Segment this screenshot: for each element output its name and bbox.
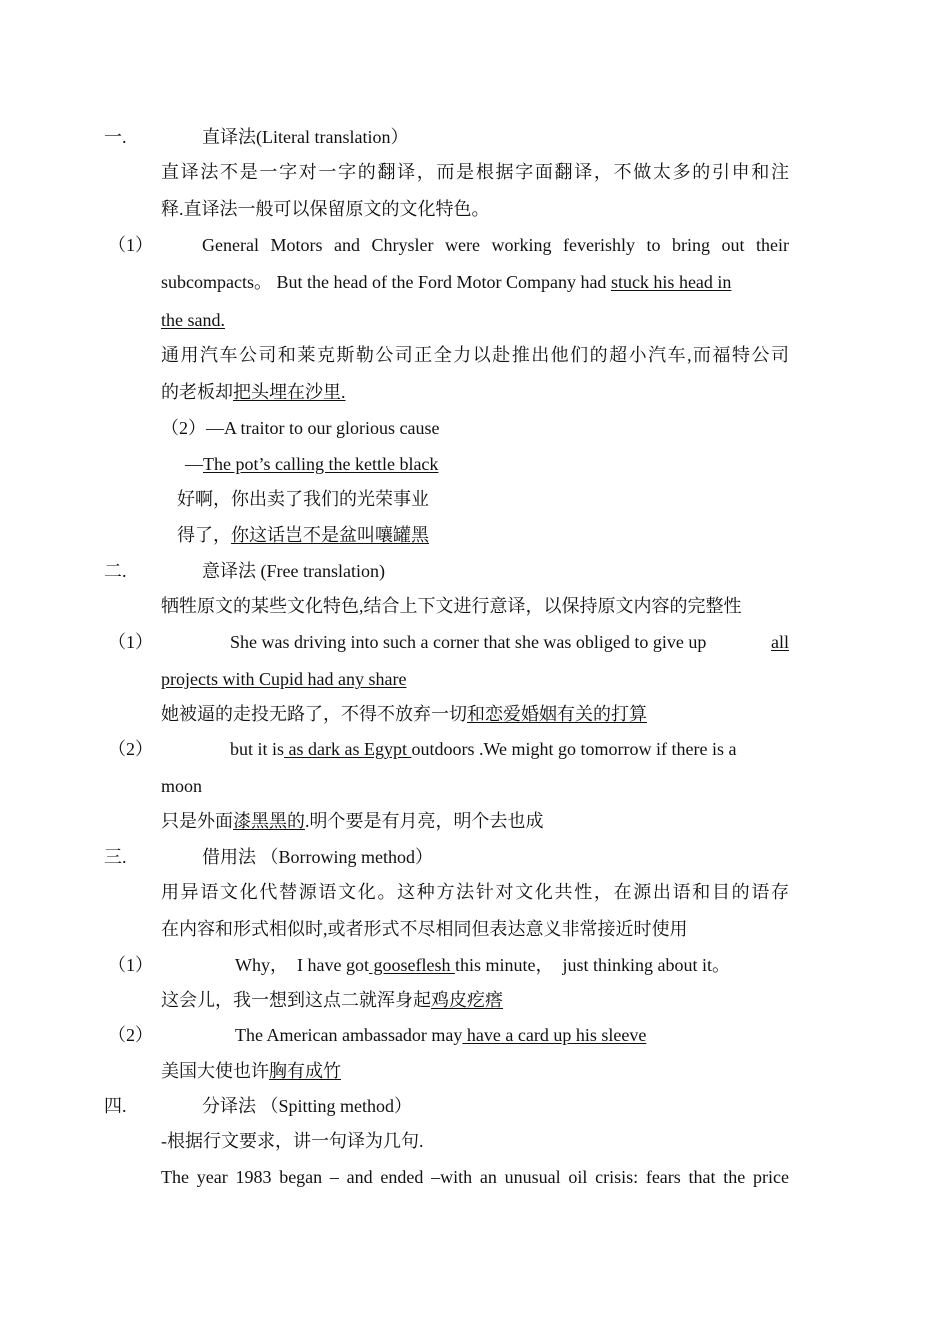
example-chinese — [161, 1060, 789, 1082]
idiom-underline: have a card up his sleeve — [462, 1025, 647, 1045]
example-number: （1） — [108, 955, 153, 975]
example-chinese: 通用汽车公司和莱克斯勒公司正全力以赴推出他们的超小汽车,而福特公司 — [161, 345, 789, 365]
example-chinese — [161, 810, 789, 832]
section-description: 牺牲原文的某些文化特色,结合上下文进行意译，以保持原文内容的完整性 — [161, 596, 742, 616]
section-description: 在内容和形式相似时,或者形式不尽相同但表达意义非常接近时使用 — [161, 919, 688, 939]
idiom-underline: gooseflesh — [368, 955, 455, 975]
example-english: General Motors and Chrysler were working feverishly to bring out their — [202, 235, 789, 255]
example-chinese — [177, 524, 429, 546]
example-number: （2） — [108, 1025, 153, 1045]
idiom-underline: projects with Cupid had any share — [161, 669, 407, 689]
idiom-underline: 和恋爱婚姻有关的打算 — [467, 704, 647, 724]
section-description: 用异语文化代替源语文化。这种方法针对文化共性，在源出语和目的语存 — [161, 882, 789, 902]
idiom-underline: 把头埋在沙里. — [233, 382, 346, 402]
example-chinese — [161, 381, 789, 403]
english-text: this minute， just thinking about it。 — [454, 955, 730, 975]
english-text: She was driving into such a corner that she was obliged to give up — [230, 632, 707, 652]
example-english — [230, 631, 789, 653]
idiom-underline: all — [771, 632, 789, 652]
section-marker: 二. — [104, 561, 127, 581]
english-text: Why， I have got — [235, 955, 369, 975]
example-english — [161, 309, 789, 331]
example-number: （1） — [108, 632, 153, 652]
idiom-underline: as dark as Egypt — [284, 739, 412, 759]
example-chinese — [161, 989, 789, 1011]
example-chinese: 好啊，你出卖了我们的光荣事业 — [177, 489, 429, 509]
chinese-text: 的老板却 — [161, 382, 233, 402]
example-number: （1） — [108, 235, 153, 255]
chinese-text: 美国大使也许 — [161, 1061, 269, 1081]
english-text: but it is — [230, 739, 285, 759]
example-english — [161, 668, 789, 690]
example-english — [161, 271, 789, 293]
english-text: subcompacts。 But the head of the Ford Motor Company had — [161, 272, 611, 292]
dash: — — [185, 454, 203, 474]
example-english: （2）—A traitor to our glorious cause — [161, 418, 440, 438]
example-english — [185, 453, 438, 475]
chinese-text: 这会儿，我一想到这点二就浑身起 — [161, 990, 431, 1010]
chinese-text: 得了， — [177, 525, 231, 545]
section-heading: 借用法 （Borrowing method） — [202, 847, 433, 867]
section-heading: 分译法 （Spitting method） — [202, 1096, 413, 1116]
section-heading: 意译法 (Free translation) — [202, 561, 385, 581]
idiom-underline: The pot’s calling the kettle black — [203, 454, 439, 474]
example-english — [230, 738, 736, 760]
idiom-underline: 鸡皮疙瘩 — [431, 990, 503, 1010]
chinese-text: .明个要是有月亮，明个去也成 — [305, 811, 544, 831]
section-marker: 四. — [104, 1096, 127, 1116]
example-english — [235, 1024, 646, 1046]
example-english: The year 1983 began – and ended –with an unusual oil crisis: fears that the price — [161, 1167, 789, 1187]
section-description: -根据行文要求，讲一句译为几句. — [161, 1131, 424, 1151]
example-chinese — [161, 703, 789, 725]
example-number: （2） — [108, 739, 153, 759]
idiom-underline: stuck his head in — [610, 272, 732, 292]
english-text: The American ambassador may — [235, 1025, 463, 1045]
section-heading: 直译法(Literal translation） — [202, 127, 409, 147]
idiom-underline: 你这话岂不是盆叫嚷罐黑 — [231, 525, 429, 545]
idiom-underline: 漆黑黑的 — [233, 811, 305, 831]
idiom-underline: the sand. — [161, 310, 225, 330]
example-english: moon — [161, 776, 203, 796]
idiom-underline: 胸有成竹 — [269, 1061, 341, 1081]
chinese-text: 只是外面 — [161, 811, 233, 831]
section-description: 释.直译法一般可以保留原文的文化特色。 — [161, 199, 490, 219]
section-marker: 三. — [104, 847, 127, 867]
section-description: 直译法不是一字对一字的翻译，而是根据字面翻译，不做太多的引申和注 — [161, 162, 789, 182]
section-marker: 一. — [104, 127, 127, 147]
chinese-text: 她被逼的走投无路了，不得不放弃一切 — [161, 704, 467, 724]
english-text: outdoors .We might go tomorrow if there is a — [411, 739, 737, 759]
example-english — [235, 954, 730, 976]
